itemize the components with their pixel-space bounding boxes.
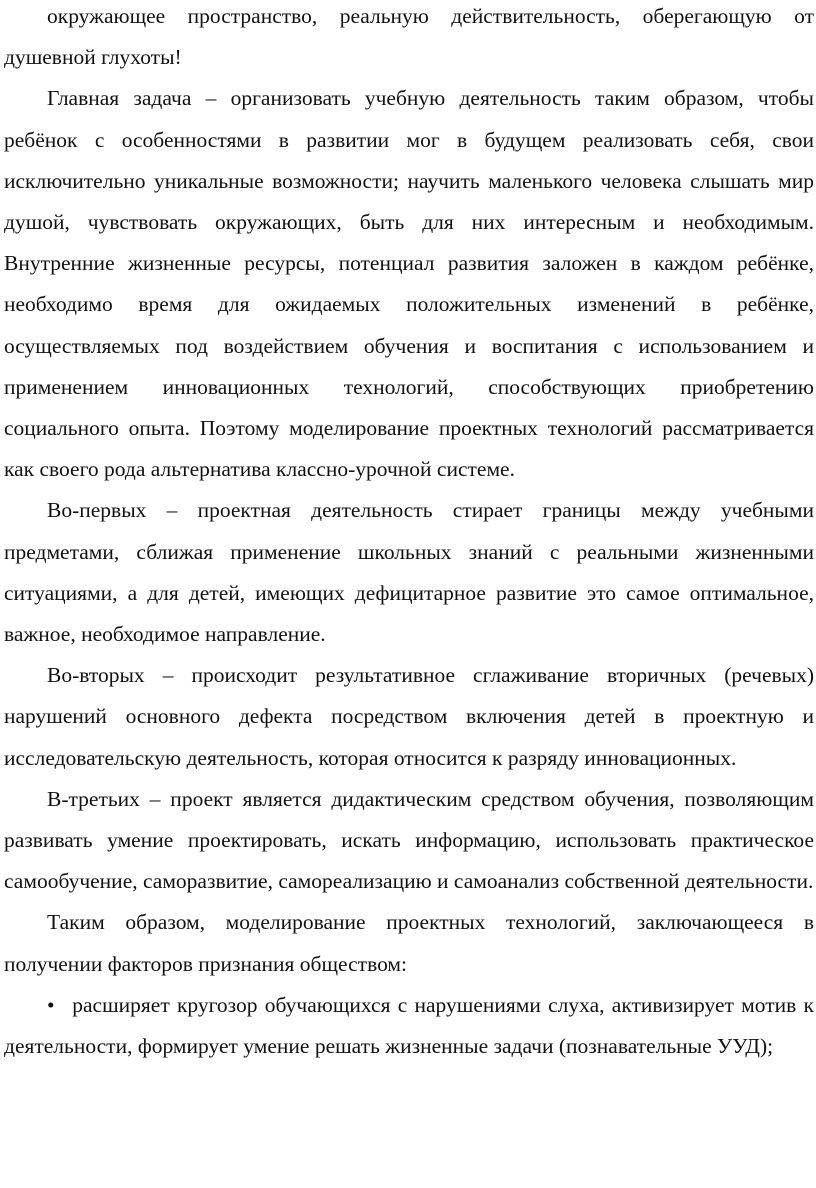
bullet-marker: • [47,992,55,1017]
paragraph-third-point: В-третьих – проект является дидактическим средством обучения, позволяющим развивать умение проектировать, искать информацию, использовать практическое самообучение, саморазвитие, самореализацию и самоанализ собственной деятельности. [4,786,814,894]
paragraph-first-point: Во-первых – проектная деятельность стирает границы между учебными предметами, сближая применение школьных знаний с реальными жизненными ситуациями, а для детей, имеющих дефицитарное развитие это самое оптимальное, важное, необходимое направление. [4,498,814,647]
bullet-list-item [4,985,814,1067]
paragraph-second-point: Во-вторых – происходит результативное сглаживание вторичных (речевых) нарушений основного дефекта посредством включения детей в проектную и исследовательскую деятельность, которая относится к разряду инновационных. [4,663,814,770]
paragraph-conclusion: Таким образом, моделирование проектных технологий, заключающееся в получении факторов признания обществом: [4,910,814,976]
bullet-text: расширяет кругозор обучающихся с нарушениями слуха, активизирует мотив к деятельности, формирует умение решать жизненные задачи (познавательные УУД); [4,992,815,1059]
paragraph-main-task: Главная задача – организовать учебную деятельность таким образом, чтобы ребёнок с особенностями в развитии мог в будущем реализовать себя, свои исключительно уникальные возможности; научить маленького человека слышать мир душой, чувствовать окружающих, быть для них интересным и необходимым. Внутренние жизненные ресурсы, потенциал развития заложен в каждом ребёнке, необходимо время для ожидаемых положительных изменений в ребёнке, осуществляемых под воздействием обучения и воспитания с использованием и применением инновационных технологий, способствующих приобретению социального опыта. Поэтому моделирование проектных технологий рассматривается как своего рода альтернатива классно-урочной системе. [4,86,814,482]
paragraph-continuation: окружающее пространство, реальную действительность, оберегающую от душевной глухоты! [4,4,814,70]
